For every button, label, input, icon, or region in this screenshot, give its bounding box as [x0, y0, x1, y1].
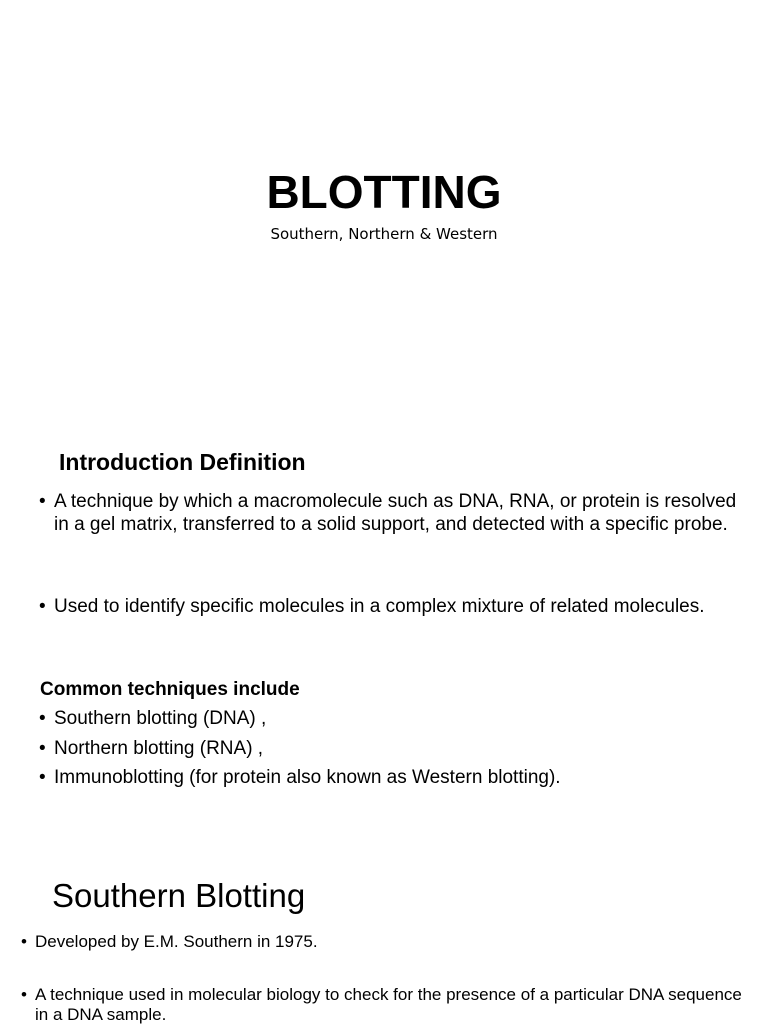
list-item-text: A technique by which a macromolecule such as DNA, RNA, or protein is resolved in a gel matrix, transferred to a solid support, and detected with a specific probe. — [54, 491, 737, 535]
bullet-icon: • — [39, 708, 46, 729]
bullet-icon: • — [21, 985, 27, 1004]
bullet-icon: • — [39, 738, 46, 759]
list-item-text: Used to identify specific molecules in a complex mixture of related molecules. — [54, 596, 705, 617]
list-item-text: Developed by E.M. Southern in 1975. — [35, 932, 318, 951]
document-subtitle: Southern, Northern & Western — [270, 225, 498, 243]
list-item — [21, 985, 751, 1025]
bullet-icon: • — [39, 596, 46, 617]
list-item — [39, 595, 749, 618]
bullet-icon: • — [21, 932, 27, 951]
bullet-icon: • — [39, 491, 46, 512]
introduction-heading: Introduction Definition — [59, 449, 306, 475]
list-item — [39, 766, 749, 789]
list-item-text: Southern blotting (DNA) , — [54, 708, 267, 729]
list-item-text: A technique used in molecular biology to check for the presence of a particular DNA sequence in a DNA sample. — [35, 985, 742, 1024]
southern-blotting-heading: Southern Blotting — [52, 877, 306, 914]
list-item-text: Northern blotting (RNA) , — [54, 738, 264, 759]
list-item — [39, 707, 749, 730]
document-title: BLOTTING — [266, 166, 502, 218]
techniques-subheading: Common techniques include — [40, 679, 300, 700]
bullet-icon: • — [39, 767, 46, 788]
list-item — [39, 737, 749, 760]
list-item — [39, 490, 749, 536]
list-item-text: Immunoblotting (for protein also known as Western blotting). — [54, 767, 561, 788]
list-item — [21, 932, 751, 952]
